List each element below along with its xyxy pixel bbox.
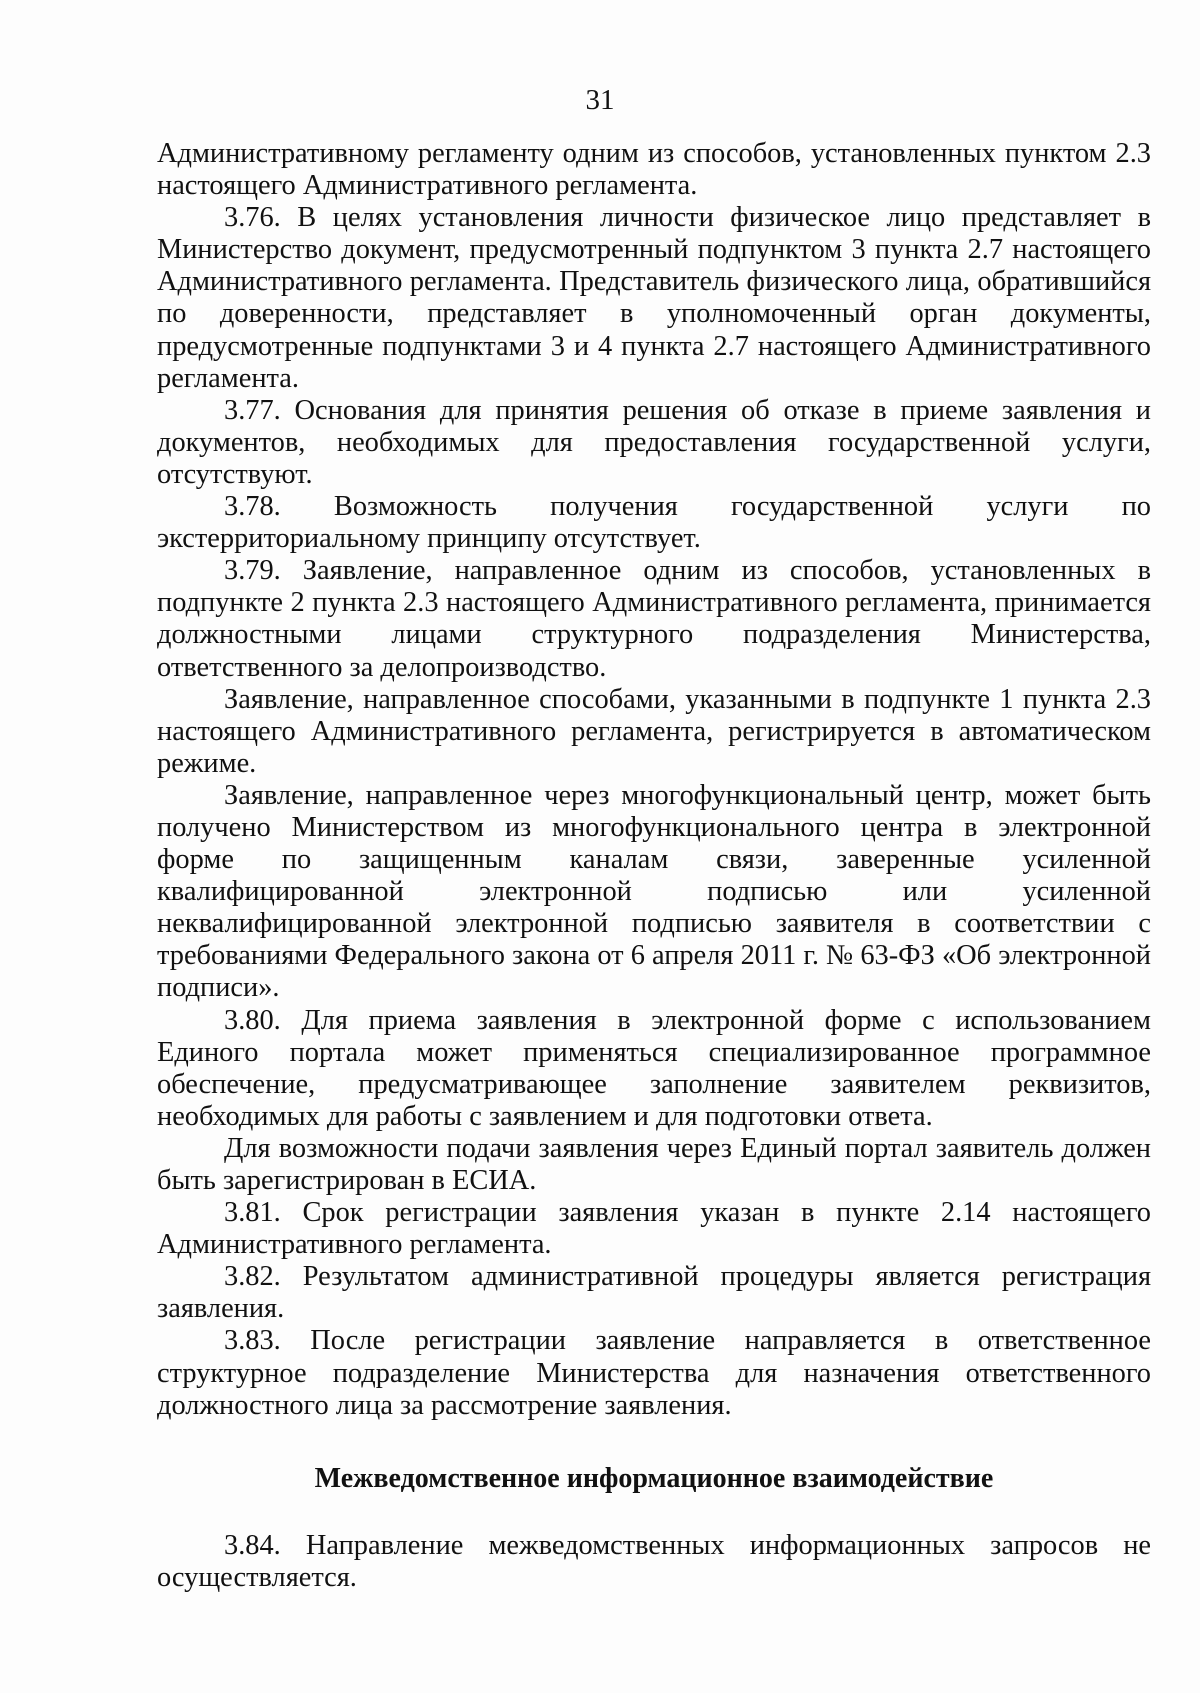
- paragraph-3-82: 3.82. Результатом административной процедуры является регистрация заявления.: [157, 1261, 1151, 1325]
- paragraph-3-81: 3.81. Срок регистрации заявления указан в пункте 2.14 настоящего Административного регламента.: [157, 1197, 1151, 1261]
- paragraph-3-83: 3.83. После регистрации заявление направляется в ответственное структурное подразделение Министерства для назначения ответственного должностного лица за рассмотрение заявления.: [157, 1325, 1151, 1421]
- paragraph-3-79-mfc: Заявление, направленное через многофункциональный центр, может быть получено Министерством из многофункционального центра в электронной форме по защищенным каналам связи, заверенные усиленной квалифицированной электронной подписью или усиленной неквалифицированной электронной подписью заявителя в соответствии с требованиями Федерального закона от 6 апреля 2011 г. № 63-ФЗ «Об электронной подписи».: [157, 779, 1151, 1004]
- paragraph-3-79: 3.79. Заявление, направленное одним из способов, установленных в подпункте 2 пункта 2.3 настоящего Административного регламента, принимается должностными лицами структурного подразделения Министерства, ответственного за делопроизводство.: [157, 555, 1151, 683]
- paragraph-3-80-esia: Для возможности подачи заявления через Единый портал заявитель должен быть зарегистрирован в ЕСИА.: [157, 1132, 1151, 1196]
- paragraph-3-78: 3.78. Возможность получения государственной услуги по экстерриториальному принципу отсутствует.: [157, 491, 1151, 555]
- document-body: [157, 138, 1151, 1594]
- page-number: 31: [585, 84, 615, 116]
- paragraph-3-76: 3.76. В целях установления личности физическое лицо представляет в Министерство документ, предусмотренный подпунктом 3 пункта 2.7 настоящего Административного регламента. Представитель физического лица, обратившийся по доверенности, представляет в уполномоченный орган документы, предусмотренные подпунктами 3 и 4 пункта 2.7 настоящего Административного регламента.: [157, 202, 1151, 394]
- paragraph-3-84: 3.84. Направление межведомственных информационных запросов не осуществляется.: [157, 1529, 1151, 1593]
- paragraph-3-77: 3.77. Основания для принятия решения об отказе в приеме заявления и документов, необходимых для предоставления государственной услуги, отсутствуют.: [157, 394, 1151, 490]
- paragraph-3-80: 3.80. Для приема заявления в электронной форме с использованием Единого портала может применяться специализированное программное обеспечение, предусматривающее заполнение заявителем реквизитов, необходимых для работы с заявлением и для подготовки ответа.: [157, 1004, 1151, 1132]
- section-heading: Межведомственное информационное взаимодействие: [314, 1462, 994, 1494]
- paragraph-3-79-automatic: Заявление, направленное способами, указанными в подпункте 1 пункта 2.3 настоящего Административного регламента, регистрируется в автоматическом режиме.: [157, 683, 1151, 779]
- paragraph-continuation: Административному регламенту одним из способов, установленных пунктом 2.3 настоящего Административного регламента.: [157, 138, 1151, 202]
